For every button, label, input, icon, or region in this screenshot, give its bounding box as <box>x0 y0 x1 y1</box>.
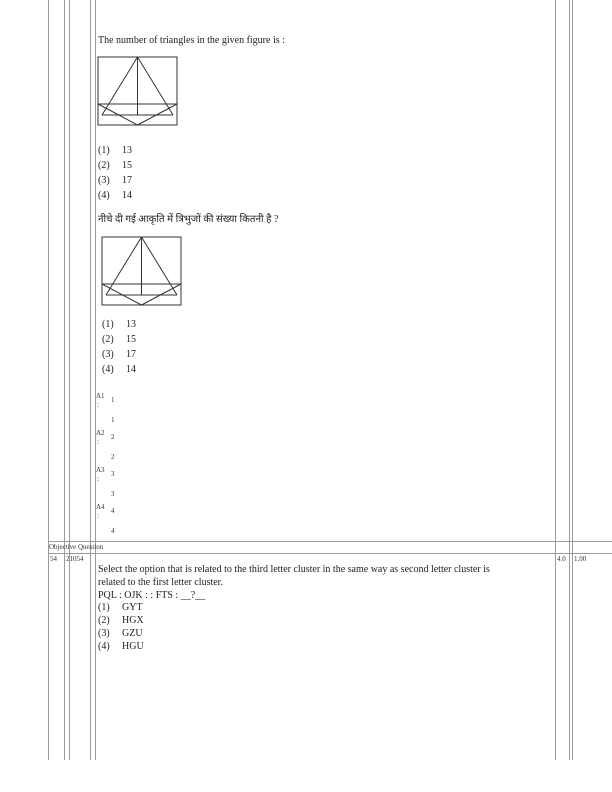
answer-colon: : <box>97 401 99 409</box>
option-item <box>102 347 136 362</box>
triangle-figure-hindi <box>101 236 183 308</box>
grid-line <box>569 0 570 760</box>
answer-value: 2 <box>111 433 115 441</box>
answer-value-secondary: 3 <box>111 490 115 498</box>
option-item <box>98 143 132 158</box>
option-value: 14 <box>122 190 132 201</box>
option-number: (1) <box>98 145 110 156</box>
option-value: GYT <box>122 602 143 613</box>
grid-line <box>95 0 96 760</box>
grid-line <box>64 0 65 760</box>
grid-line <box>555 0 556 760</box>
option-item <box>98 188 132 203</box>
option-value: HGU <box>122 641 144 652</box>
answer-label: A1 <box>96 392 105 400</box>
option-value: 15 <box>122 160 132 171</box>
option-value: 17 <box>122 175 132 186</box>
option-number: (3) <box>98 628 110 639</box>
grid-line <box>90 0 91 760</box>
option-value: 14 <box>126 364 136 375</box>
answer-value-secondary: 4 <box>111 527 115 535</box>
answer-value: 3 <box>111 470 115 478</box>
option-number: (1) <box>102 319 114 330</box>
question-marks: 4.0 <box>557 555 566 563</box>
answer-colon: : <box>97 438 99 446</box>
answer-label: A3 <box>96 466 105 474</box>
question-text-hindi: नीचे दी गई आकृति में त्रिभुजों की संख्या कितनी है ? <box>98 214 279 225</box>
option-item <box>102 317 136 332</box>
option-value: GZU <box>122 628 143 639</box>
answer-colon: : <box>97 512 99 520</box>
negative-marks: 1.00 <box>574 555 587 563</box>
option-number: (3) <box>102 349 114 360</box>
answer-value-secondary: 1 <box>111 416 115 424</box>
grid-line <box>48 541 612 542</box>
option-value: 15 <box>126 334 136 345</box>
option-number: (2) <box>98 615 110 626</box>
answer-value: 4 <box>111 507 115 515</box>
option-value: 17 <box>126 349 136 360</box>
option-number: (1) <box>98 602 110 613</box>
option-item <box>102 362 136 377</box>
question-number: 54 <box>50 555 57 563</box>
grid-line <box>572 0 573 760</box>
question-id: 21054 <box>66 555 84 563</box>
analogy-text: PQL : OJK : : FTS : <box>98 590 181 601</box>
option-item <box>102 332 136 347</box>
triangle-figure <box>97 56 179 128</box>
option-number: (3) <box>98 175 110 186</box>
option-value: HGX <box>122 615 144 626</box>
option-number: (4) <box>98 190 110 201</box>
grid-line <box>48 0 49 760</box>
answer-value: 1 <box>111 396 115 404</box>
option-number: (4) <box>102 364 114 375</box>
answer-label: A4 <box>96 503 105 511</box>
question-text-line1: Select the option that is related to the third letter cluster in the same way as second letter cluster is <box>98 564 490 575</box>
question-text-english: The number of triangles in the given figure is : <box>98 35 285 46</box>
option-item <box>98 639 144 654</box>
grid-line <box>48 553 612 554</box>
option-item <box>98 158 132 173</box>
option-item <box>98 173 132 188</box>
answer-value-secondary: 2 <box>111 453 115 461</box>
option-number: (4) <box>98 641 110 652</box>
option-value: 13 <box>122 145 132 156</box>
answer-label: A2 <box>96 429 105 437</box>
question-type-header: Objective Question <box>49 543 104 551</box>
option-value: 13 <box>126 319 136 330</box>
analogy-blank: __?__ <box>180 590 206 601</box>
question-text-line2: related to the first letter cluster. <box>98 577 223 588</box>
option-number: (2) <box>98 160 110 171</box>
grid-line <box>69 0 70 760</box>
option-number: (2) <box>102 334 114 345</box>
answer-colon: : <box>97 475 99 483</box>
